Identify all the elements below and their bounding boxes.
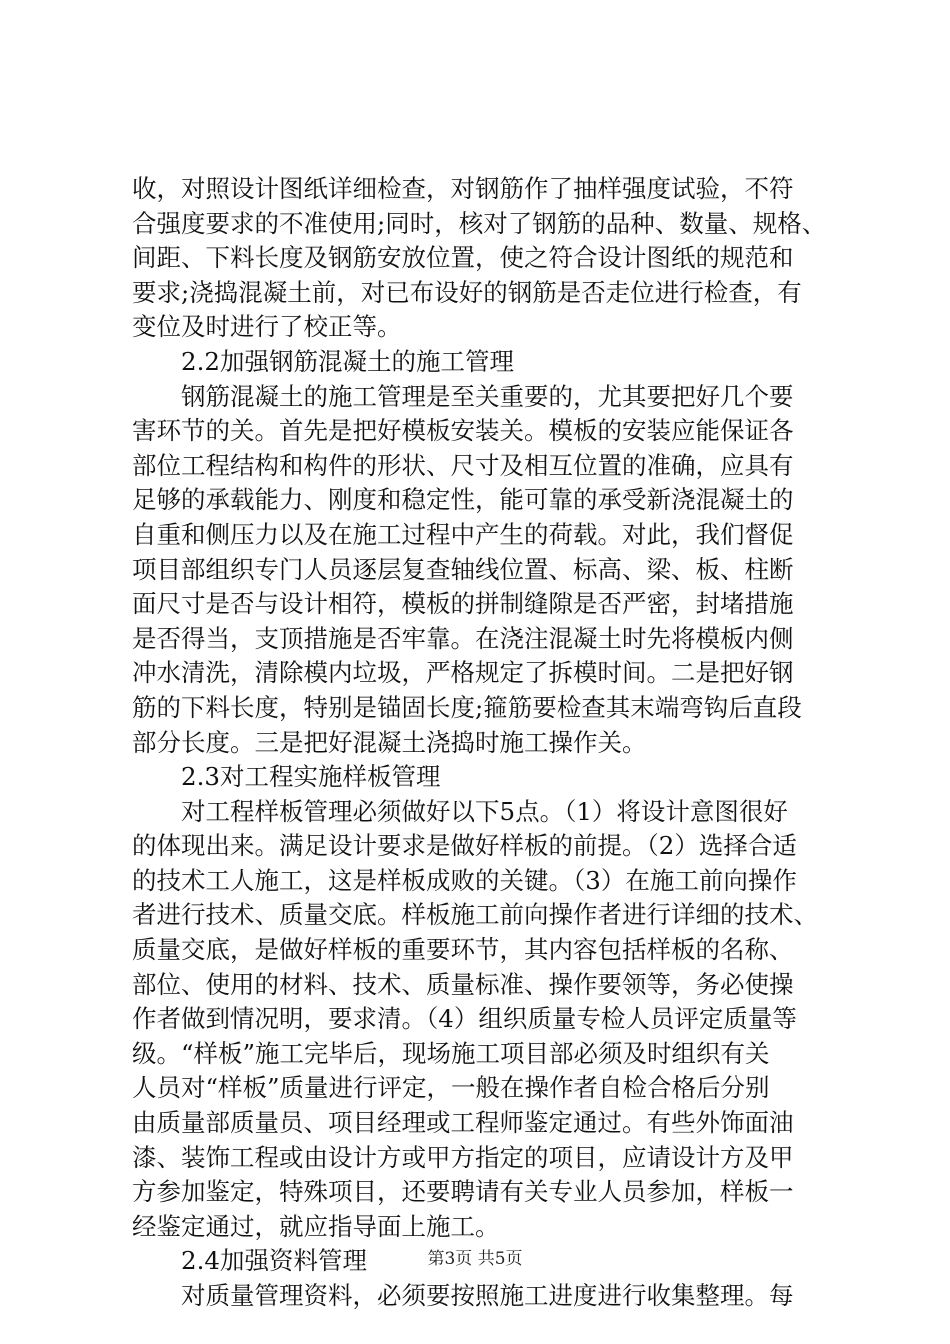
section-heading: 2.4加强资料管理 bbox=[181, 1246, 367, 1276]
body-line: 人员对“样板”质量进行评定，一般在操作者自检合格后分别 bbox=[132, 1073, 770, 1103]
body-line: 冲水清洗，清除模内垃圾，严格规定了拆模时间。二是把好钢 bbox=[132, 658, 794, 688]
body-line: 的技术工人施工，这是样板成败的关键。（3）在施工前向操作 bbox=[132, 865, 797, 895]
body-line: 作者做到情况明，要求清。（4）组织质量专检人员评定质量等 bbox=[132, 1004, 797, 1034]
body-line: 方参加鉴定，特殊项目，还要聘请有关专业人员参加，样板一 bbox=[132, 1177, 794, 1207]
body-line: 由质量部质量员、项目经理或工程师鉴定通过。有些外饰面油 bbox=[132, 1108, 794, 1138]
body-line: 漆、装饰工程或由设计方或甲方指定的项目，应请设计方及甲 bbox=[132, 1142, 794, 1172]
body-line: 收，对照设计图纸详细检查，对钢筋作了抽样强度试验，不符 bbox=[132, 174, 794, 203]
body-line: 害环节的关。首先是把好模板安装关。模板的安装应能保证各 bbox=[132, 416, 794, 446]
body-line: 足够的承载能力、刚度和稳定性，能可靠的承受新浇混凝土的 bbox=[132, 485, 794, 515]
body-line: 是否得当，支顶措施是否牢靠。在浇注混凝土时先将模板内侧 bbox=[132, 623, 794, 653]
section-heading: 2.2加强钢筋混凝土的施工管理 bbox=[181, 346, 514, 376]
body-line: 变位及时进行了校正等。 bbox=[132, 312, 402, 342]
document-body bbox=[132, 172, 832, 1314]
section-heading: 2.3对工程实施样板管理 bbox=[181, 762, 441, 792]
body-line: 钢筋混凝土的施工管理是至关重要的，尤其要把好几个要 bbox=[181, 381, 794, 411]
body-line: 项目部组织专门人员逐层复查轴线位置、标高、梁、板、柱断 bbox=[132, 554, 794, 584]
body-line: 要求;浇捣混凝土前，对已布设好的钢筋是否走位进行检查，有 bbox=[132, 277, 802, 307]
body-line: 对工程样板管理必须做好以下5点。（1）将设计意图很好 bbox=[181, 796, 788, 826]
body-line: 面尺寸是否与设计相符，模板的拼制缝隙是否严密，封堵措施 bbox=[132, 589, 794, 619]
body-line: 筋的下料长度，特别是锚固长度;箍筋要检查其末端弯钩后直段 bbox=[132, 692, 802, 722]
body-line: 部位、使用的材料、技术、质量标准、操作要领等，务必使操 bbox=[132, 969, 794, 999]
body-line: 的体现出来。满足设计要求是做好样板的前提。（2）选择合适 bbox=[132, 831, 797, 861]
body-line: 间距、下料长度及钢筋安放位置，使之符合设计图纸的规范和 bbox=[132, 243, 794, 273]
body-line: 部位工程结构和构件的形状、尺寸及相互位置的准确，应具有 bbox=[132, 450, 794, 480]
body-line: 经鉴定通过，就应指导面上施工。 bbox=[132, 1211, 500, 1241]
body-line: 质量交底，是做好样板的重要环节，其内容包括样板的名称、 bbox=[132, 935, 794, 965]
body-line: 自重和侧压力以及在施工过程中产生的荷载。对此，我们督促 bbox=[132, 519, 794, 549]
body-line: 者进行技术、质量交底。样板施工前向操作者进行详细的技术、 bbox=[132, 900, 818, 930]
body-line: 对质量管理资料，必须要按照施工进度进行收集整理。每 bbox=[181, 1281, 794, 1310]
body-line: 合强度要求的不准使用;同时，核对了钢筋的品种、数量、规格、 bbox=[132, 208, 827, 238]
page-footer: 第3页 共5页 bbox=[427, 1249, 523, 1269]
body-line: 部分长度。三是把好混凝土浇捣时施工操作关。 bbox=[132, 727, 647, 757]
body-line: 级。“样板”施工完毕后，现场施工项目部必须及时组织有关 bbox=[132, 1038, 770, 1068]
